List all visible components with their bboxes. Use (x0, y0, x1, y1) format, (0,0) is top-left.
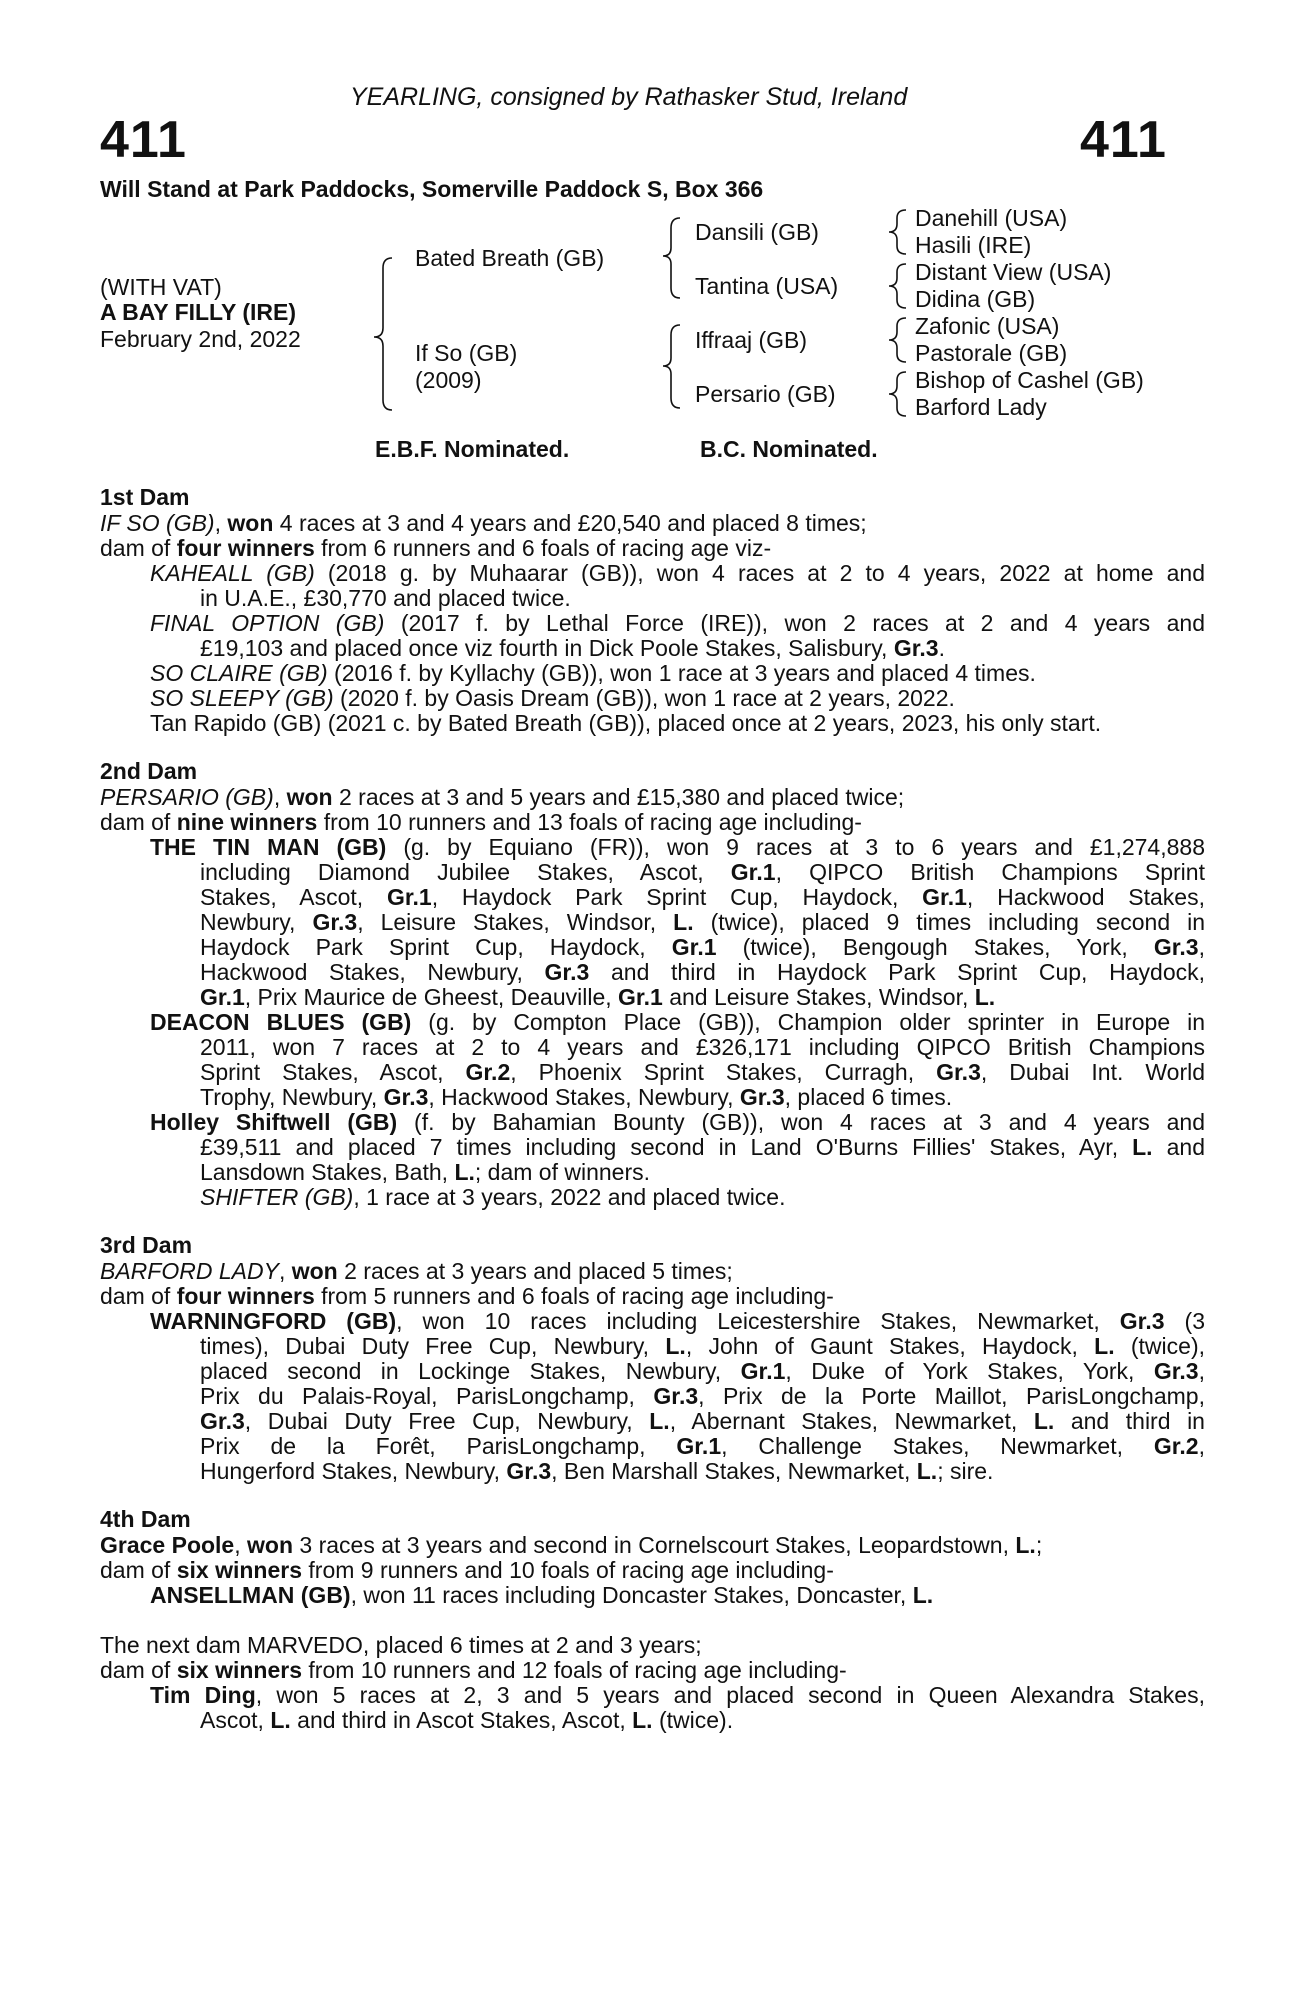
second-dam-heading: 2nd Dam (100, 758, 198, 784)
ancestor-1: Danehill (USA) (915, 205, 1068, 231)
fourth-dam-produce-line: dam of six winners from 9 runners and 10 foals of racing age including- (100, 1557, 834, 1583)
brace-g4-2 (889, 264, 906, 308)
progeny-holley-shiftwell: Holley Shiftwell (GB) (f. by Bahamian Bounty (GB)), won 4 races at 3 and 4 years and (150, 1109, 1205, 1135)
foaling-date: February 2nd, 2022 (100, 326, 301, 352)
second-dam-produce-line: dam of nine winners from 10 runners and 13 foals of racing age including- (100, 809, 862, 835)
progeny-deacon-blues: DEACON BLUES (GB) (g. by Compton Place (GB)), Champion older sprinter in Europe in (150, 1009, 1205, 1035)
warningford-line-3: placed second in Lockinge Stakes, Newbury, Gr.1, Duke of York Stakes, York, Gr.3, (200, 1358, 1205, 1384)
dam-foaled-year: (2009) (415, 367, 482, 393)
progeny-shifter: SHIFTER (GB), 1 race at 3 years, 2022 and placed twice. (200, 1184, 786, 1210)
holley-shiftwell-line-2: £39,511 and placed 7 times including second in Land O'Burns Fillies' Stakes, Ayr, L. and (200, 1134, 1205, 1160)
the-tin-man-line-5: Haydock Park Sprint Cup, Haydock, Gr.1 (twice), Bengough Stakes, York, Gr.3, (200, 934, 1205, 960)
warningford-line-7: Hungerford Stakes, Newbury, Gr.3, Ben Marshall Stakes, Newmarket, L.; sire. (200, 1458, 994, 1484)
progeny-the-tin-man: THE TIN MAN (GB) (g. by Equiano (FR)), won 9 races at 3 to 6 years and £1,274,888 (150, 834, 1205, 860)
first-dam-line: IF SO (GB), won 4 races at 3 and 4 years and £20,540 and placed 8 times; (100, 510, 867, 536)
second-dam-line: PERSARIO (GB), won 2 races at 3 and 5 years and £15,380 and placed twice; (100, 784, 905, 810)
ancestor-6: Pastorale (GB) (915, 340, 1068, 366)
ebf-nomination: E.B.F. Nominated. (375, 436, 570, 462)
deacon-blues-line-4: Trophy, Newbury, Gr.3, Hackwood Stakes, Newbury, Gr.3, placed 6 times. (200, 1084, 953, 1110)
third-dam-produce-line: dam of four winners from 5 runners and 6 foals of racing age including- (100, 1283, 834, 1309)
brace-1 (374, 258, 392, 410)
warningford-line-6: Prix de la Forêt, ParisLongchamp, Gr.1, Challenge Stakes, Newmarket, Gr.2, (200, 1433, 1205, 1459)
the-tin-man-line-3: Stakes, Ascot, Gr.1, Haydock Park Sprint Cup, Haydock, Gr.1, Hackwood Stakes, (200, 884, 1205, 910)
ancestor-7: Bishop of Cashel (GB) (915, 367, 1144, 393)
bc-nomination: B.C. Nominated. (700, 436, 878, 462)
the-tin-man-line-7: Gr.1, Prix Maurice de Gheest, Deauville, Gr.1 and Leisure Stakes, Windsor, L. (200, 984, 996, 1010)
progeny-final-option: FINAL OPTION (GB) (2017 f. by Lethal Force (IRE)), won 2 races at 2 and 4 years and (150, 610, 1205, 636)
ancestor-3: Distant View (USA) (915, 259, 1112, 285)
vat-note: (WITH VAT) (100, 274, 222, 300)
brace-g4-1 (889, 210, 906, 254)
deacon-blues-line-3: Sprint Stakes, Ascot, Gr.2, Phoenix Sprint Stakes, Curragh, Gr.3, Dubai Int. World (200, 1059, 1206, 1085)
tim-ding-line-2: Ascot, L. and third in Ascot Stakes, Ascot, L. (twice). (200, 1707, 734, 1733)
the-tin-man-line-2: including Diamond Jubilee Stakes, Ascot, Gr.1, QIPCO British Champions Sprint (200, 859, 1205, 885)
third-dam-heading: 3rd Dam (100, 1232, 193, 1258)
progeny-tan-rapido: Tan Rapido (GB) (2021 c. by Bated Breath (GB)), placed once at 2 years, 2023, his only start. (150, 710, 1102, 736)
ancestor-2: Hasili (IRE) (915, 232, 1032, 258)
warningford-line-5: Gr.3, Dubai Duty Free Cup, Newbury, L., Abernant Stakes, Newmarket, L. and third in (200, 1408, 1205, 1434)
progeny-kaheall: KAHEALL (GB) (2018 g. by Muhaarar (GB)), won 4 races at 2 to 4 years, 2022 at home and (150, 560, 1205, 586)
fourth-dam-heading: 4th Dam (100, 1506, 191, 1532)
warningford-line-2: times), Dubai Duty Free Cup, Newbury, L., John of Gaunt Stakes, Haydock, L. (twice), (200, 1333, 1205, 1359)
dam-dam: Persario (GB) (695, 381, 836, 407)
sire-sire: Dansili (GB) (695, 219, 819, 245)
progeny-tim-ding: Tim Ding, won 5 races at 2, 3 and 5 years and placed second in Queen Alexandra Stakes, (150, 1682, 1205, 1708)
progeny-ansellman: ANSELLMAN (GB), won 11 races including Doncaster Stakes, Doncaster, L. (150, 1582, 934, 1608)
brace-sire (663, 218, 680, 298)
next-dam-produce-line: dam of six winners from 10 runners and 12 foals of racing age including- (100, 1657, 847, 1683)
ancestor-4: Didina (GB) (915, 286, 1036, 312)
first-dam-heading: 1st Dam (100, 484, 190, 510)
sire-dam: Tantina (USA) (695, 273, 839, 299)
catalogue-heading: YEARLING, consigned by Rathasker Stud, Ireland (350, 83, 908, 111)
deacon-blues-line-2: 2011, won 7 races at 2 to 4 years and £326,171 including QIPCO British Champions (200, 1034, 1205, 1060)
ancestor-8: Barford Lady (915, 394, 1047, 420)
brace-g4-3 (889, 318, 906, 362)
horse-name: A BAY FILLY (IRE) (100, 299, 296, 325)
sire-name: Bated Breath (GB) (415, 245, 605, 271)
lot-number-right: 411 (1080, 111, 1167, 169)
lot-number-left: 411 (100, 111, 187, 169)
stand-location: Will Stand at Park Paddocks, Somerville Paddock S, Box 366 (100, 176, 764, 202)
first-dam-produce-line: dam of four winners from 6 runners and 6 foals of racing age viz- (100, 535, 772, 561)
third-dam-line: BARFORD LADY, won 2 races at 3 years and placed 5 times; (100, 1258, 733, 1284)
ancestor-5: Zafonic (USA) (915, 313, 1060, 339)
dam-sire: Iffraaj (GB) (695, 327, 808, 353)
holley-shiftwell-line-3: Lansdown Stakes, Bath, L.; dam of winners. (200, 1159, 651, 1185)
the-tin-man-line-4: Newbury, Gr.3, Leisure Stakes, Windsor, L. (twice), placed 9 times including second in (200, 909, 1205, 935)
warningford-line-4: Prix du Palais-Royal, ParisLongchamp, Gr.3, Prix de la Porte Maillot, ParisLongchamp, (200, 1383, 1205, 1409)
progeny-so-claire: SO CLAIRE (GB) (2016 f. by Kyllachy (GB)), won 1 race at 3 years and placed 4 times. (150, 660, 1036, 686)
dam-name: If So (GB) (415, 340, 518, 366)
fourth-dam-line: Grace Poole, won 3 races at 3 years and second in Cornelscourt Stakes, Leopardstown, L.; (100, 1532, 1043, 1558)
progeny-final-option-cont: £19,103 and placed once viz fourth in Dick Poole Stakes, Salisbury, Gr.3. (200, 635, 945, 661)
progeny-so-sleepy: SO SLEEPY (GB) (2020 f. by Oasis Dream (GB)), won 1 race at 2 years, 2022. (150, 685, 955, 711)
the-tin-man-line-6: Hackwood Stakes, Newbury, Gr.3 and third in Haydock Park Sprint Cup, Haydock, (200, 959, 1205, 985)
brace-dam (663, 325, 680, 408)
progeny-warningford: WARNINGFORD (GB), won 10 races including Leicestershire Stakes, Newmarket, Gr.3 (3 (150, 1308, 1206, 1334)
next-dam-line: The next dam MARVEDO, placed 6 times at 2 and 3 years; (100, 1632, 702, 1658)
progeny-kaheall-cont: in U.A.E., £30,770 and placed twice. (200, 585, 571, 611)
brace-g4-4 (889, 372, 906, 416)
